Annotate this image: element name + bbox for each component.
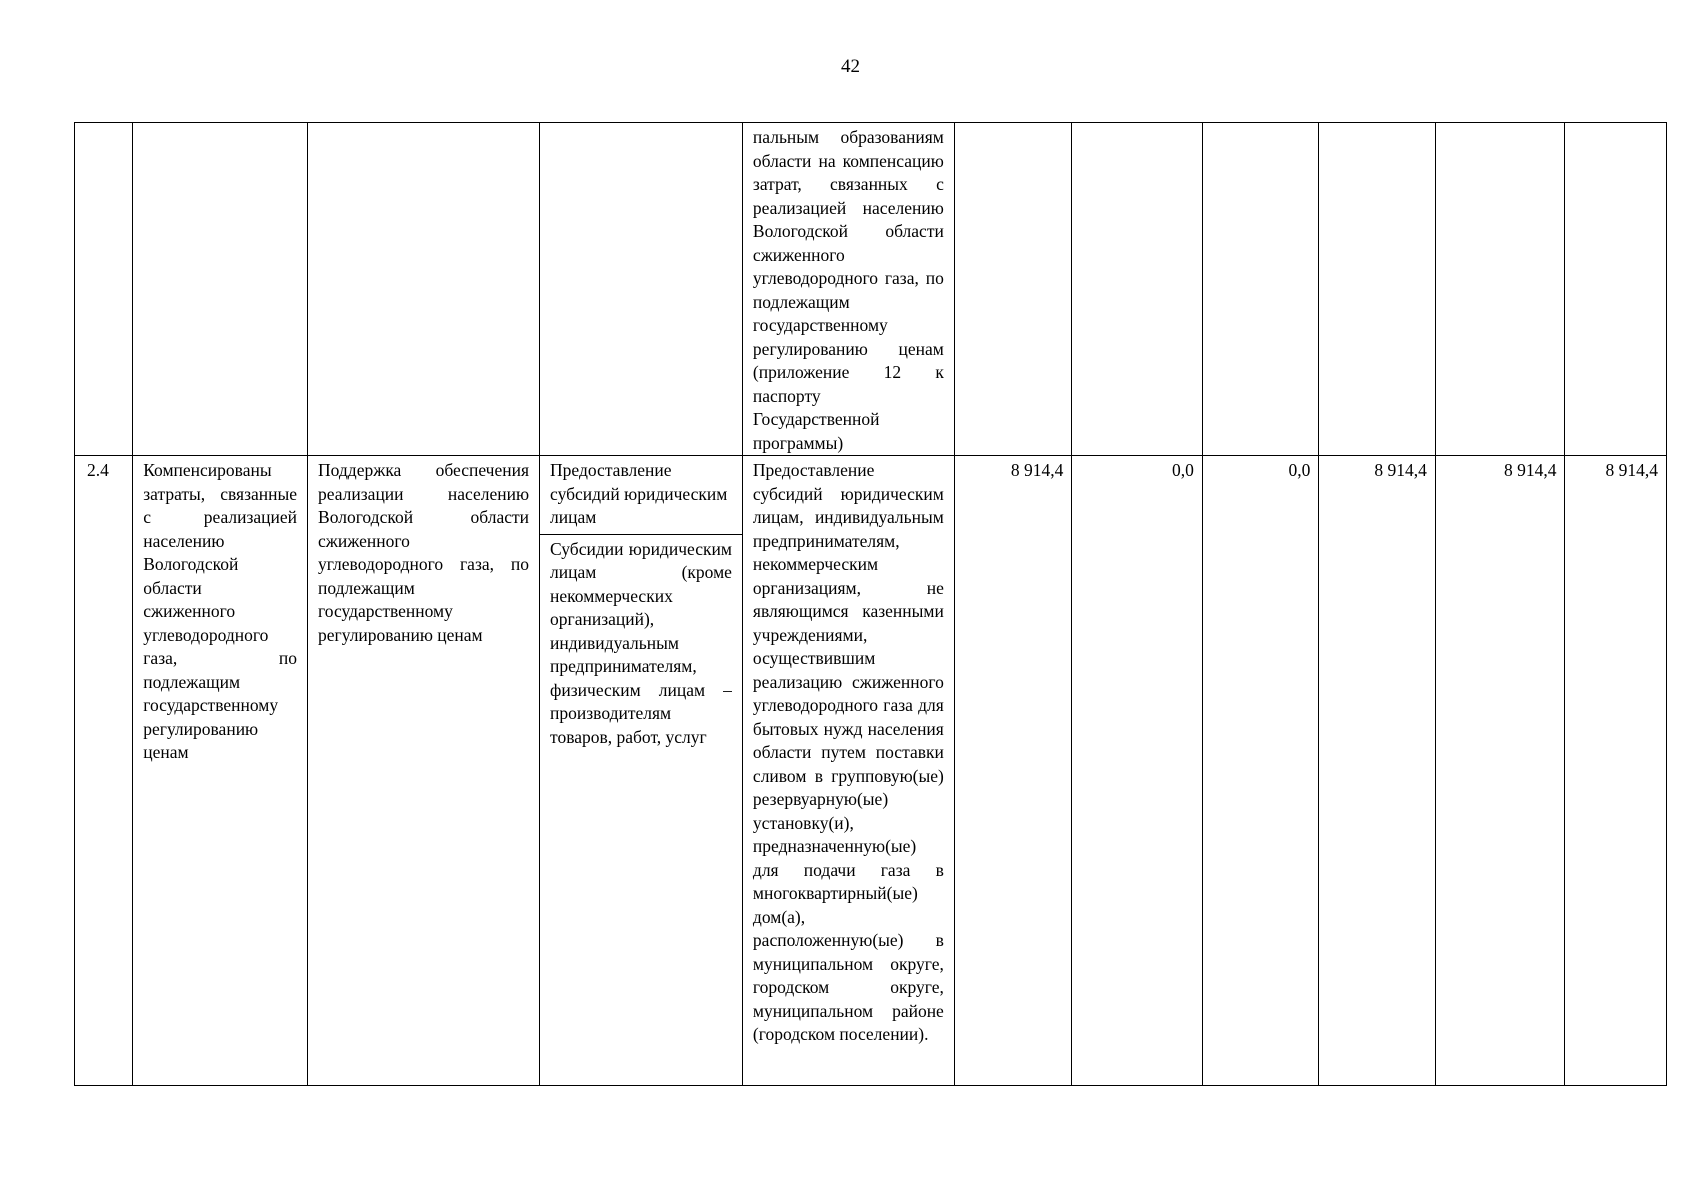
cell-value-3: 0,0 <box>1202 456 1319 1086</box>
cell-value-empty <box>1435 123 1565 456</box>
page-number: 42 <box>841 56 860 77</box>
cell-type <box>540 456 743 1086</box>
cell-description: Предоставление субсидий юридическим лицам, индивидуальным предпринимателям, некоммерческим организациям, не являющимся казенными учреждениями, осуществившим реализацию сжиженного углеводородного газа для бытовых нужд населения области путем поставки сливом в групповую(ые) резервуарную(ые) установку(и), предназначенную(ые) для подачи газа в многоквартирный(ые) дом(а), расположенную(ые) в муниципальном округе, городском округе, муниципальном районе (городском поселении). <box>742 456 954 1086</box>
cell-value-6: 8 914,4 <box>1565 456 1667 1086</box>
cell-value-empty <box>1202 123 1319 456</box>
cell-type-bottom: Субсидии юридическим лицам (кроме некоммерческих организаций), индивидуальным предпринимателям, физическим лицам – производителям товаров, работ, услуг <box>550 538 732 747</box>
cell-description-continuation: пальным образованиям области на компенсацию затрат, связанных с реализацией населению Вологодской области сжиженного углеводородного газа, по подлежащим государственному регулированию ценам (приложение 12 к паспорту Государственной программы) <box>742 123 954 456</box>
table-row-continuation <box>75 123 1667 456</box>
table-row-2-4 <box>75 456 1667 1086</box>
cell-value-empty <box>1319 123 1436 456</box>
cell-value-5: 8 914,4 <box>1435 456 1565 1086</box>
cell-row-number: 2.4 <box>75 456 133 1086</box>
cell-task: Поддержка обеспечения реализации населению Вологодской области сжиженного углеводородного газа, по подлежащим государственному регулированию ценам <box>308 456 540 1086</box>
cell-value-2: 0,0 <box>1072 456 1203 1086</box>
cell-task-empty <box>308 123 540 456</box>
cell-result-empty <box>133 123 308 456</box>
cell-value-4: 8 914,4 <box>1319 456 1436 1086</box>
cell-number-empty <box>75 123 133 456</box>
cell-value-empty <box>1565 123 1667 456</box>
cell-type-top: Предоставление субсидий юридическим лицам <box>540 459 742 535</box>
cell-result: Компенсированы затраты, связанные с реализацией населению Вологодской области сжиженного углеводородного газа, по подлежащим государственному регулированию ценам <box>133 456 308 1086</box>
cell-value-1: 8 914,4 <box>954 456 1072 1086</box>
cell-value-empty <box>954 123 1072 456</box>
cell-type-empty <box>540 123 743 456</box>
program-table <box>74 122 1667 1086</box>
cell-value-empty <box>1072 123 1203 456</box>
